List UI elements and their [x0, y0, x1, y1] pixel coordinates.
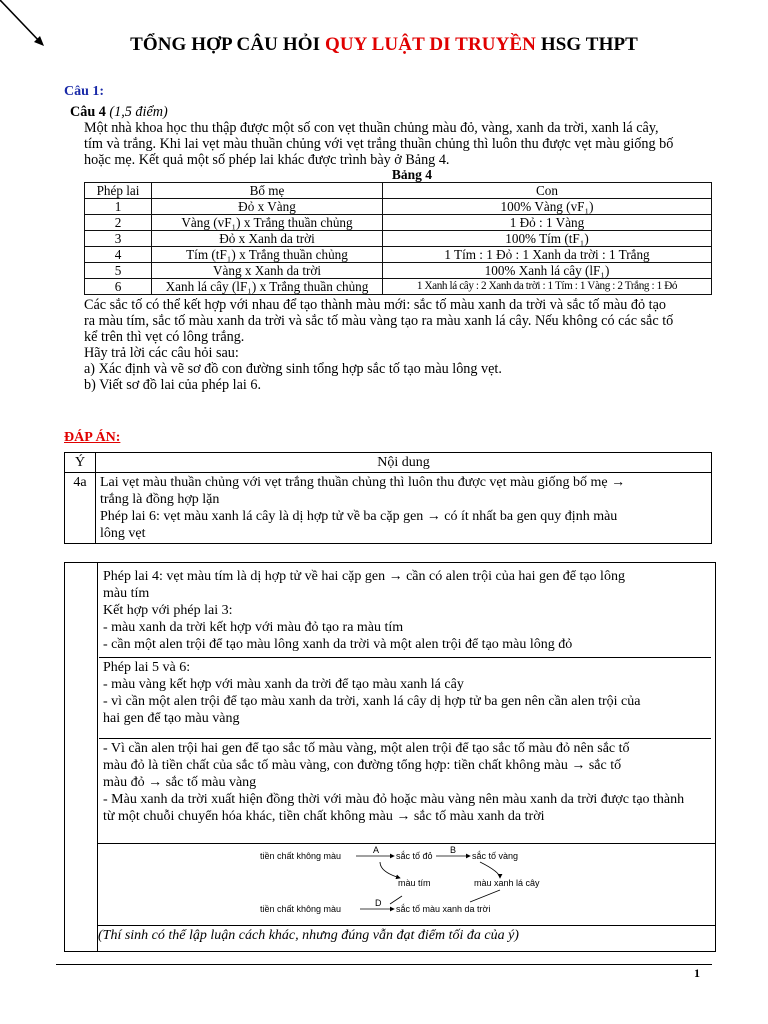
answer-line: Phép lai 4: vẹt màu tím là dị hợp tử về hai cặp gen → cần có alen trội của hai gen để tạo lông	[103, 569, 625, 584]
intro-line: Một nhà khoa học thu thập được một số con vẹt thuần chủng màu đỏ, vàng, xanh da trời, xanh lá cây,	[84, 120, 659, 136]
table-row	[85, 279, 712, 295]
precursor-label: tiền chất không màu	[260, 851, 342, 861]
question-number: Câu 4	[70, 104, 106, 120]
table-header: Bố mẹ	[152, 183, 383, 199]
question-points: (1,5 điểm)	[109, 104, 168, 120]
question-heading	[70, 104, 722, 120]
table-cell: 1 Xanh lá cây : 2 Xanh da trời : 1 Tím : 1 Vàng : 2 Trắng : 1 Đỏ	[383, 279, 712, 295]
title-part3: HSG THPT	[540, 34, 638, 55]
precursor-label-2: tiền chất không màu	[260, 904, 342, 914]
connector-purple	[390, 896, 402, 904]
body-line: Hãy trả lời các câu hỏi sau:	[84, 345, 239, 361]
table-header: Con	[383, 183, 712, 199]
table-caption: Bảng 4	[391, 167, 433, 182]
answer-table	[64, 452, 712, 544]
table-cell: 100% Vàng (vF₁)	[383, 199, 712, 215]
red-pigment-label: sắc tố đỏ	[396, 851, 433, 861]
answer-row-id: 4a	[65, 473, 96, 544]
table-cell: 2	[85, 215, 152, 231]
enzyme-b-label: B	[450, 845, 457, 855]
answer-line: Lai vẹt màu thuần chủng với vẹt trắng thuần chủng thì luôn thu được vẹt màu giống bố mẹ →	[100, 475, 626, 490]
body-line: kể trên thì vẹt có lông trắng.	[84, 329, 245, 345]
table-cell: 1	[85, 199, 152, 215]
question-part-a: a) Xác định và vẽ sơ đồ con đường sinh tổng hợp sắc tố tạo màu lông vẹt.	[84, 361, 502, 377]
body-line: ra màu tím, sắc tố màu xanh da trời và sắc tố màu vàng tạo ra màu xanh lá cây. Nếu không có các sắc tố	[84, 313, 674, 329]
answer-row-content	[96, 473, 712, 544]
blue-pigment-label: sắc tố màu xanh da trời	[396, 904, 491, 914]
answer-line: - màu xanh da trời kết hợp với màu đỏ tạo ra màu tím	[103, 620, 404, 635]
question-body	[84, 297, 722, 393]
answer-row	[65, 473, 712, 544]
purple-label: màu tím	[398, 878, 431, 888]
question-label: Câu 1:	[64, 84, 105, 99]
table-row	[85, 215, 712, 231]
page-title	[0, 34, 768, 56]
enzyme-d-label: D	[375, 898, 382, 908]
intro-line: hoặc mẹ. Kết quả một số phép lai khác được trình bày ở Bảng 4.	[84, 152, 450, 168]
connector-green	[470, 890, 500, 902]
answer-block-1	[99, 567, 711, 654]
answer-line: - vì cần một alen trội để tạo màu xanh da trời, xanh lá cây dị hợp tử ba gen nên cần alen trội của	[103, 694, 641, 709]
answer-line: - màu vàng kết hợp với màu xanh da trời để tạo màu xanh lá cây	[103, 677, 464, 692]
answer-line: màu đỏ là tiền chất của sắc tố màu vàng, con đường tổng hợp: tiền chất không màu → sắc tố	[103, 758, 622, 773]
answer-line: - cần một alen trội để tạo màu lông xanh da trời và một alen trội để tạo màu lông đỏ	[103, 637, 573, 652]
answer-line: - Vì cần alen trội hai gen để tạo sắc tố màu vàng, một alen trội để tạo sắc tố màu đỏ nên sắc tố	[103, 741, 630, 756]
green-label: màu xanh lá cây	[474, 878, 540, 888]
table-cell: 4	[85, 247, 152, 263]
footnote: (Thí sinh có thể lập luận cách khác, nhưng đúng vẫn đạt điểm tối đa của ý)	[98, 928, 519, 943]
answer-line: màu đỏ → sắc tố màu vàng	[103, 775, 257, 790]
table-cell: Xanh lá cây (lF₁) x Trắng thuần chủng	[152, 279, 383, 295]
row-divider	[97, 925, 715, 926]
answer-line: trắng là đồng hợp lặn	[100, 492, 220, 507]
intro-line: tím và trắng. Khi lai vẹt màu thuần chủng với vẹt trắng thuần chủng thì luôn thu được vẹt màu giống bố	[84, 136, 674, 152]
table-cell: Đỏ x Vàng	[152, 199, 383, 215]
answer-block-3	[99, 738, 711, 826]
title-part1: TỔNG HỢP CÂU HỎI	[130, 34, 321, 55]
table-row	[85, 231, 712, 247]
answer-block-2	[99, 657, 711, 728]
column-divider	[97, 563, 98, 951]
answer-line: lông vẹt	[100, 526, 146, 541]
question-image	[62, 104, 722, 393]
answer-label: ĐÁP ÁN:	[64, 430, 121, 445]
answer-line: màu tím	[103, 586, 150, 601]
table-row	[85, 263, 712, 279]
answer-line: hai gen để tạo màu vàng	[103, 711, 240, 726]
cross-table	[84, 182, 712, 295]
answer-header: Ý	[65, 453, 96, 473]
table-cell: Tím (tF₁) x Trắng thuần chủng	[152, 247, 383, 263]
enzyme-a-label: A	[373, 845, 380, 855]
answer-line: Phép lai 5 và 6:	[103, 660, 191, 675]
question-intro	[84, 120, 722, 168]
footer-divider	[56, 964, 712, 965]
answer-header-row	[65, 453, 712, 473]
page-number: 1	[694, 966, 700, 980]
table-cell: 5	[85, 263, 152, 279]
table-row	[85, 247, 712, 263]
title-highlight: QUY LUẬT DI TRUYỀN	[324, 34, 536, 55]
answer-line: - Màu xanh da trời xuất hiện đồng thời với màu đỏ hoặc màu vàng nên màu xanh da trời được tạo thành	[103, 792, 685, 807]
table-cell: Vàng x Xanh da trời	[152, 263, 383, 279]
answer-header: Nội dung	[96, 453, 712, 473]
table-cell: 100% Xanh lá cây (lF₁)	[383, 263, 712, 279]
table-cell: 1 Tím : 1 Đỏ : 1 Xanh da trời : 1 Trắng	[383, 247, 712, 263]
question-part-b: b) Viết sơ đồ lai của phép lai 6.	[84, 377, 261, 393]
table-cell: 6	[85, 279, 152, 295]
table-cell: Vàng (vF₁) x Trắng thuần chủng	[152, 215, 383, 231]
body-line: Các sắc tố có thể kết hợp với nhau để tạo thành màu mới: sắc tố màu xanh da trời và sắc tố màu đỏ tạo	[84, 297, 666, 313]
pigment-pathway-diagram	[230, 842, 570, 920]
answer-line: Kết hợp với phép lai 3:	[103, 603, 233, 618]
arrow-to-green	[480, 862, 500, 878]
yellow-pigment-label: sắc tố vàng	[472, 851, 519, 861]
answer-line: từ một chuỗi chuyển hóa khác, tiền chất không màu → sắc tố màu xanh da trời	[103, 809, 545, 824]
table-cell: 100% Tím (tF₁)	[383, 231, 712, 247]
table-cell: 1 Đỏ : 1 Vàng	[383, 215, 712, 231]
table-row	[85, 199, 712, 215]
answer-line: Phép lai 6: vẹt màu xanh lá cây là dị hợp tử về ba cặp gen → có ít nhất ba gen quy định màu	[100, 509, 618, 524]
table-header: Phép lai	[85, 183, 152, 199]
table-cell: 3	[85, 231, 152, 247]
table-header-row	[85, 183, 712, 199]
table-cell: Đỏ x Xanh da trời	[152, 231, 383, 247]
arrow-to-purple	[380, 862, 400, 878]
